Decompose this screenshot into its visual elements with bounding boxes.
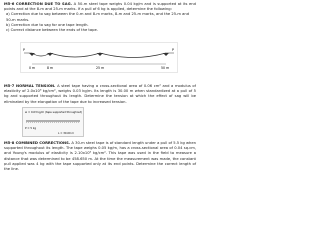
problem-item: b) Correction due to sag for one tape length.	[6, 22, 89, 27]
problem-label: COMBINED CORRECTIONS.	[15, 141, 71, 145]
figure-label: w = 0.03 kg/m (tape supported throughout)	[25, 111, 83, 114]
figure-label: L = 30.00 m	[58, 132, 75, 135]
tape-supported-figure	[22, 107, 84, 137]
problem-number: M5-6	[4, 2, 15, 6]
figure-label: P = 5 kg	[25, 127, 37, 130]
problem-text: A steel tape having a cross-sectional area of 0.06 cm² and a modulus of elasticity of 2.0x10⁶ kg/cm², weighs 0.03 kg/m. Its length is 30.00 m when standardized at a pull of 5 kg and supported throughout its length. Determine the tension at which the effect of sag will be eliminated by the elongation of the tape due to increased tension.	[4, 84, 196, 104]
problem-text: A 30-m steel tape is of standard length under a pull of 5.5 kg when supported throughout its length. The tape weighs 0.05 kg/m, has a cross-sectional area of 0.04 sq.cm, and Young's modulus of elasticity is 2.10x10⁶ kg/cm². This tape was used in the field to measure a distance that was determined to be 458.650 m. At the time the measurement was made, the constant pull applied was 4 kg with the tape supported only at its end points. Determine the correct length of the line.	[4, 141, 196, 172]
problem-statement	[4, 2, 196, 12]
support-icon	[97, 53, 103, 56]
problem-m5-6	[4, 2, 196, 33]
problem-label: NORMAL TENSION.	[15, 84, 56, 88]
pull-label: P	[172, 48, 174, 52]
problem-statement	[4, 84, 196, 105]
textbook-page	[0, 0, 200, 189]
problem-m5-8	[4, 141, 196, 172]
tape-sag-figure	[20, 42, 178, 73]
problem-item: c) Correct distance between the ends of the tape.	[6, 28, 98, 33]
problem-number: M5-8	[4, 141, 15, 145]
support-icon	[163, 53, 169, 56]
pull-label: P	[23, 48, 25, 52]
problem-label: CORRECTION DUE TO SAG.	[15, 2, 72, 6]
problem-text: A 50-m steel tape weighs 0.04 kg/m and is supported at its end points and at the 8-m and 25-m marks. If a pull of 6 kg is applied, determine the following:	[4, 2, 196, 12]
problem-m5-7	[4, 84, 196, 105]
problem-item: a) Correction due to sag between the 0-m and 8-m marks, 8-m and 25-m marks, and the 25-m and 50-m marks.	[6, 12, 190, 22]
tape-mark-label: 8 m	[47, 66, 54, 70]
problem-statement	[4, 141, 196, 172]
tape-mark-label: 50 m	[161, 66, 170, 70]
problem-number: M5-7	[4, 84, 15, 88]
tape-mark-label: 25 m	[96, 66, 105, 70]
tape-mark-label: 0 m	[29, 66, 36, 70]
